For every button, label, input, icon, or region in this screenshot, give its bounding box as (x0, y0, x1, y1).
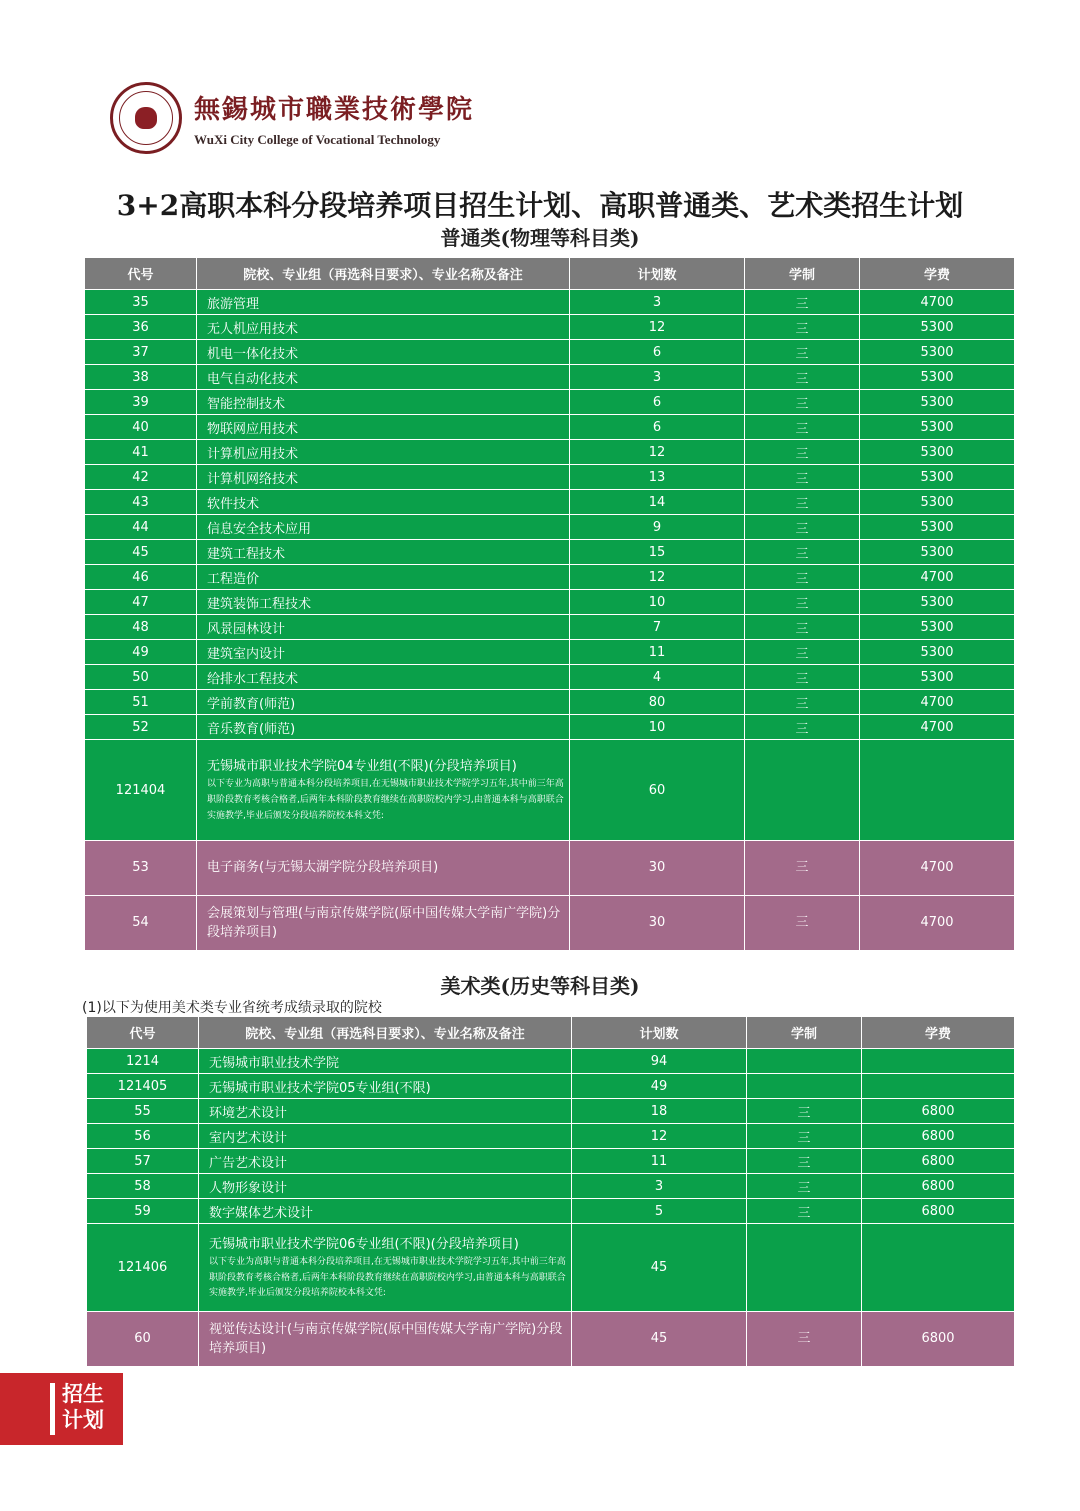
cell-major: 会展策划与管理(与南京传媒学院(原中国传媒大学南广学院)分段培养项目) (197, 896, 570, 951)
cell-major: 建筑工程技术 (197, 540, 570, 565)
table-row (85, 615, 1015, 640)
cell-major: 建筑装饰工程技术 (197, 590, 570, 615)
cell-code: 36 (85, 315, 197, 340)
cell-fee: 5300 (860, 590, 1015, 615)
badge-bar (50, 1383, 55, 1435)
cell-plan: 3 (572, 1174, 747, 1199)
cell-major: 信息安全技术应用 (197, 515, 570, 540)
cell-plan: 14 (570, 490, 745, 515)
table-row (87, 1174, 1015, 1199)
cell-code: 45 (85, 540, 197, 565)
cell-major: 广告艺术设计 (199, 1149, 572, 1174)
cell-plan: 13 (570, 465, 745, 490)
page-title: 3+2高职本科分段培养项目招生计划、高职普通类、艺术类招生计划 (116, 189, 964, 222)
cell-plan: 3 (570, 365, 745, 390)
cell-code: 49 (85, 640, 197, 665)
cell-plan: 30 (570, 896, 745, 951)
cell-plan: 80 (570, 690, 745, 715)
cell-fee: 6800 (862, 1174, 1015, 1199)
cell-fee: 5300 (860, 415, 1015, 440)
cell-years: 三 (745, 490, 860, 515)
cell-major: 计算机网络技术 (197, 465, 570, 490)
table-row (85, 640, 1015, 665)
cell-code: 53 (85, 841, 197, 896)
cell-fee: 6800 (862, 1312, 1015, 1367)
col-years: 学制 (745, 258, 860, 290)
cell-years: 三 (745, 290, 860, 315)
table-row (85, 415, 1015, 440)
col-code: 代号 (87, 1017, 199, 1049)
table-header-row (85, 258, 1015, 290)
cell-fee: 4700 (860, 841, 1015, 896)
cell-plan: 5 (572, 1199, 747, 1224)
table-row (87, 1199, 1015, 1224)
cell-fee (862, 1049, 1015, 1074)
cell-fee: 4700 (860, 690, 1015, 715)
cell-fee: 5300 (860, 640, 1015, 665)
cell-fee: 4700 (860, 896, 1015, 951)
cell-plan: 10 (570, 715, 745, 740)
cell-fee: 5300 (860, 440, 1015, 465)
cell-years: 三 (745, 715, 860, 740)
cell-major: 智能控制技术 (197, 390, 570, 415)
cell-plan: 6 (570, 390, 745, 415)
cell-years: 三 (745, 615, 860, 640)
col-major: 院校、专业组（再选科目要求）、专业名称及备注 (197, 258, 570, 290)
cell-fee (862, 1074, 1015, 1099)
table-row (85, 340, 1015, 365)
cell-plan: 6 (570, 340, 745, 365)
cell-major: 电气自动化技术 (197, 365, 570, 390)
table-row (85, 841, 1015, 896)
cell-major: 工程造价 (197, 565, 570, 590)
cell-major: 音乐教育(师范) (197, 715, 570, 740)
cell-years: 三 (747, 1174, 862, 1199)
cell-years: 三 (747, 1149, 862, 1174)
cell-code: 43 (85, 490, 197, 515)
table-row (85, 690, 1015, 715)
cell-code: 57 (87, 1149, 199, 1174)
cell-major: 无锡城市职业技术学院 (199, 1049, 572, 1074)
table-row (87, 1099, 1015, 1124)
cell-code: 42 (85, 465, 197, 490)
cell-years: 三 (745, 896, 860, 951)
cell-code: 39 (85, 390, 197, 415)
cell-fee: 5300 (860, 365, 1015, 390)
table-row (85, 590, 1015, 615)
enrollment-plan-badge (0, 1373, 123, 1445)
cell-code: 59 (87, 1199, 199, 1224)
cell-fee: 4700 (860, 290, 1015, 315)
group-desc: 以下专业为高职与普通本科分段培养项目,在无锡城市职业技术学院学习五年,其中前三年高职阶段教育考核合格者,后两年本科阶段教育继续在高职院校内学习,由普通本科与高职联合实施教学,毕业后颁发分段培养院校本科文凭: (207, 779, 564, 821)
cell-fee: 6800 (862, 1199, 1015, 1224)
cell-fee (862, 1224, 1015, 1312)
table-row (85, 465, 1015, 490)
cell-fee: 6800 (862, 1099, 1015, 1124)
cell-major: 数字媒体艺术设计 (199, 1199, 572, 1224)
table-row (87, 1124, 1015, 1149)
cell-years (747, 1074, 862, 1099)
cell-years: 三 (745, 540, 860, 565)
cell-code: 38 (85, 365, 197, 390)
table-row (85, 490, 1015, 515)
cell-fee: 5300 (860, 340, 1015, 365)
cell-years: 三 (745, 415, 860, 440)
cell-fee: 4700 (860, 565, 1015, 590)
cell-plan: 4 (570, 665, 745, 690)
table-row-group (87, 1224, 1015, 1312)
cell-code: 121404 (85, 740, 197, 841)
cell-code: 50 (85, 665, 197, 690)
cell-fee: 5300 (860, 665, 1015, 690)
cell-years: 三 (745, 340, 860, 365)
table-row (85, 515, 1015, 540)
cell-plan: 45 (572, 1224, 747, 1312)
cell-years: 三 (745, 690, 860, 715)
college-brand (194, 89, 474, 148)
cell-years (747, 1049, 862, 1074)
cell-code: 40 (85, 415, 197, 440)
cell-years (745, 740, 860, 841)
table-row (85, 896, 1015, 951)
cell-code: 56 (87, 1124, 199, 1149)
cell-major: 室内艺术设计 (199, 1124, 572, 1149)
col-plan: 计划数 (570, 258, 745, 290)
cell-years: 三 (745, 515, 860, 540)
college-header (110, 78, 474, 158)
cell-code: 60 (87, 1312, 199, 1367)
cell-major: 风景园林设计 (197, 615, 570, 640)
section-title-general: 普通类(物理等科目类) (440, 226, 640, 250)
cell-code: 54 (85, 896, 197, 951)
enrollment-table-art (86, 1016, 1015, 1367)
cell-code: 35 (85, 290, 197, 315)
cell-fee: 5300 (860, 490, 1015, 515)
cell-major (197, 740, 570, 841)
cell-plan: 15 (570, 540, 745, 565)
cell-code: 44 (85, 515, 197, 540)
cell-major: 电子商务(与无锡太湖学院分段培养项目) (197, 841, 570, 896)
cell-code: 37 (85, 340, 197, 365)
cell-fee: 6800 (862, 1149, 1015, 1174)
cell-plan: 94 (572, 1049, 747, 1074)
table-row (85, 365, 1015, 390)
cell-years: 三 (747, 1099, 862, 1124)
cell-code: 48 (85, 615, 197, 640)
cell-code: 121405 (87, 1074, 199, 1099)
cell-years (747, 1224, 862, 1312)
art-note: (1)以下为使用美术类专业省统考成绩录取的院校 (82, 1000, 382, 1016)
table-header-row (87, 1017, 1015, 1049)
cell-fee (860, 740, 1015, 841)
table-row (85, 565, 1015, 590)
col-fee: 学费 (860, 258, 1015, 290)
cell-fee: 5300 (860, 515, 1015, 540)
cell-years: 三 (745, 665, 860, 690)
cell-years: 三 (747, 1124, 862, 1149)
cell-plan: 12 (572, 1124, 747, 1149)
cell-years: 三 (747, 1199, 862, 1224)
cell-code: 52 (85, 715, 197, 740)
col-code: 代号 (85, 258, 197, 290)
cell-fee: 4700 (860, 715, 1015, 740)
cell-major: 建筑室内设计 (197, 640, 570, 665)
cell-plan: 11 (570, 640, 745, 665)
cell-years: 三 (745, 390, 860, 415)
group-name: 无锡城市职业技术学院04专业组(不限)(分段培养项目) (207, 759, 517, 775)
table-row (87, 1312, 1015, 1367)
brand-name-cn: 無錫城市職業技術學院 (194, 94, 475, 125)
table-row (87, 1049, 1015, 1074)
cell-plan: 11 (572, 1149, 747, 1174)
cell-plan: 60 (570, 740, 745, 841)
cell-plan: 10 (570, 590, 745, 615)
cell-major (199, 1224, 572, 1312)
table-row (85, 665, 1015, 690)
cell-years: 三 (745, 465, 860, 490)
cell-fee: 5300 (860, 315, 1015, 340)
table-row (85, 540, 1015, 565)
cell-years: 三 (747, 1312, 862, 1367)
group-name: 无锡城市职业技术学院06专业组(不限)(分段培养项目) (209, 1236, 519, 1252)
cell-fee: 5300 (860, 540, 1015, 565)
col-plan: 计划数 (572, 1017, 747, 1049)
cell-plan: 12 (570, 565, 745, 590)
cell-major: 人物形象设计 (199, 1174, 572, 1199)
table-row (85, 290, 1015, 315)
table-row (85, 715, 1015, 740)
cell-years: 三 (745, 841, 860, 896)
enrollment-table-general (84, 257, 1015, 951)
section-title-art: 美术类(历史等科目类) (440, 974, 640, 998)
cell-major: 环境艺术设计 (199, 1099, 572, 1124)
table-row (85, 440, 1015, 465)
cell-years: 三 (745, 640, 860, 665)
cell-fee: 6800 (862, 1124, 1015, 1149)
table-row (85, 315, 1015, 340)
cell-major: 无人机应用技术 (197, 315, 570, 340)
cell-plan: 12 (570, 440, 745, 465)
badge-text: 招生 计划 (62, 1381, 104, 1432)
col-major: 院校、专业组（再选科目要求）、专业名称及备注 (199, 1017, 572, 1049)
col-fee: 学费 (862, 1017, 1015, 1049)
cell-major: 旅游管理 (197, 290, 570, 315)
table-row (87, 1149, 1015, 1174)
brand-name-en: WuXi City College of Vocational Technology (194, 131, 441, 147)
cell-years: 三 (745, 315, 860, 340)
cell-years: 三 (745, 565, 860, 590)
cell-plan: 3 (570, 290, 745, 315)
cell-major: 视觉传达设计(与南京传媒学院(原中国传媒大学南广学院)分段培养项目) (199, 1312, 572, 1367)
cell-plan: 30 (570, 841, 745, 896)
table-row (87, 1074, 1015, 1099)
cell-years: 三 (745, 365, 860, 390)
cell-plan: 9 (570, 515, 745, 540)
cell-code: 41 (85, 440, 197, 465)
cell-years: 三 (745, 440, 860, 465)
group-desc: 以下专业为高职与普通本科分段培养项目,在无锡城市职业技术学院学习五年,其中前三年高职阶段教育考核合格者,后两年本科阶段教育继续在高职院校内学习,由普通本科与高职联合实施教学,毕业后颁发分段培养院校本科文凭: (209, 1256, 566, 1299)
cell-code: 46 (85, 565, 197, 590)
cell-major: 物联网应用技术 (197, 415, 570, 440)
cell-major: 计算机应用技术 (197, 440, 570, 465)
cell-major: 机电一体化技术 (197, 340, 570, 365)
cell-plan: 49 (572, 1074, 747, 1099)
col-years: 学制 (747, 1017, 862, 1049)
cell-plan: 12 (570, 315, 745, 340)
cell-code: 51 (85, 690, 197, 715)
cell-code: 47 (85, 590, 197, 615)
college-seal-icon (110, 82, 182, 154)
cell-code: 121406 (87, 1224, 199, 1312)
cell-major: 软件技术 (197, 490, 570, 515)
cell-code: 58 (87, 1174, 199, 1199)
cell-plan: 18 (572, 1099, 747, 1124)
table-row-group (85, 740, 1015, 841)
cell-major: 学前教育(师范) (197, 690, 570, 715)
cell-fee: 5300 (860, 390, 1015, 415)
cell-plan: 45 (572, 1312, 747, 1367)
cell-plan: 7 (570, 615, 745, 640)
cell-fee: 5300 (860, 465, 1015, 490)
table-row (85, 390, 1015, 415)
cell-major: 无锡城市职业技术学院05专业组(不限) (199, 1074, 572, 1099)
cell-code: 1214 (87, 1049, 199, 1074)
cell-years: 三 (745, 590, 860, 615)
cell-code: 55 (87, 1099, 199, 1124)
cell-plan: 6 (570, 415, 745, 440)
cell-major: 给排水工程技术 (197, 665, 570, 690)
cell-fee: 5300 (860, 615, 1015, 640)
